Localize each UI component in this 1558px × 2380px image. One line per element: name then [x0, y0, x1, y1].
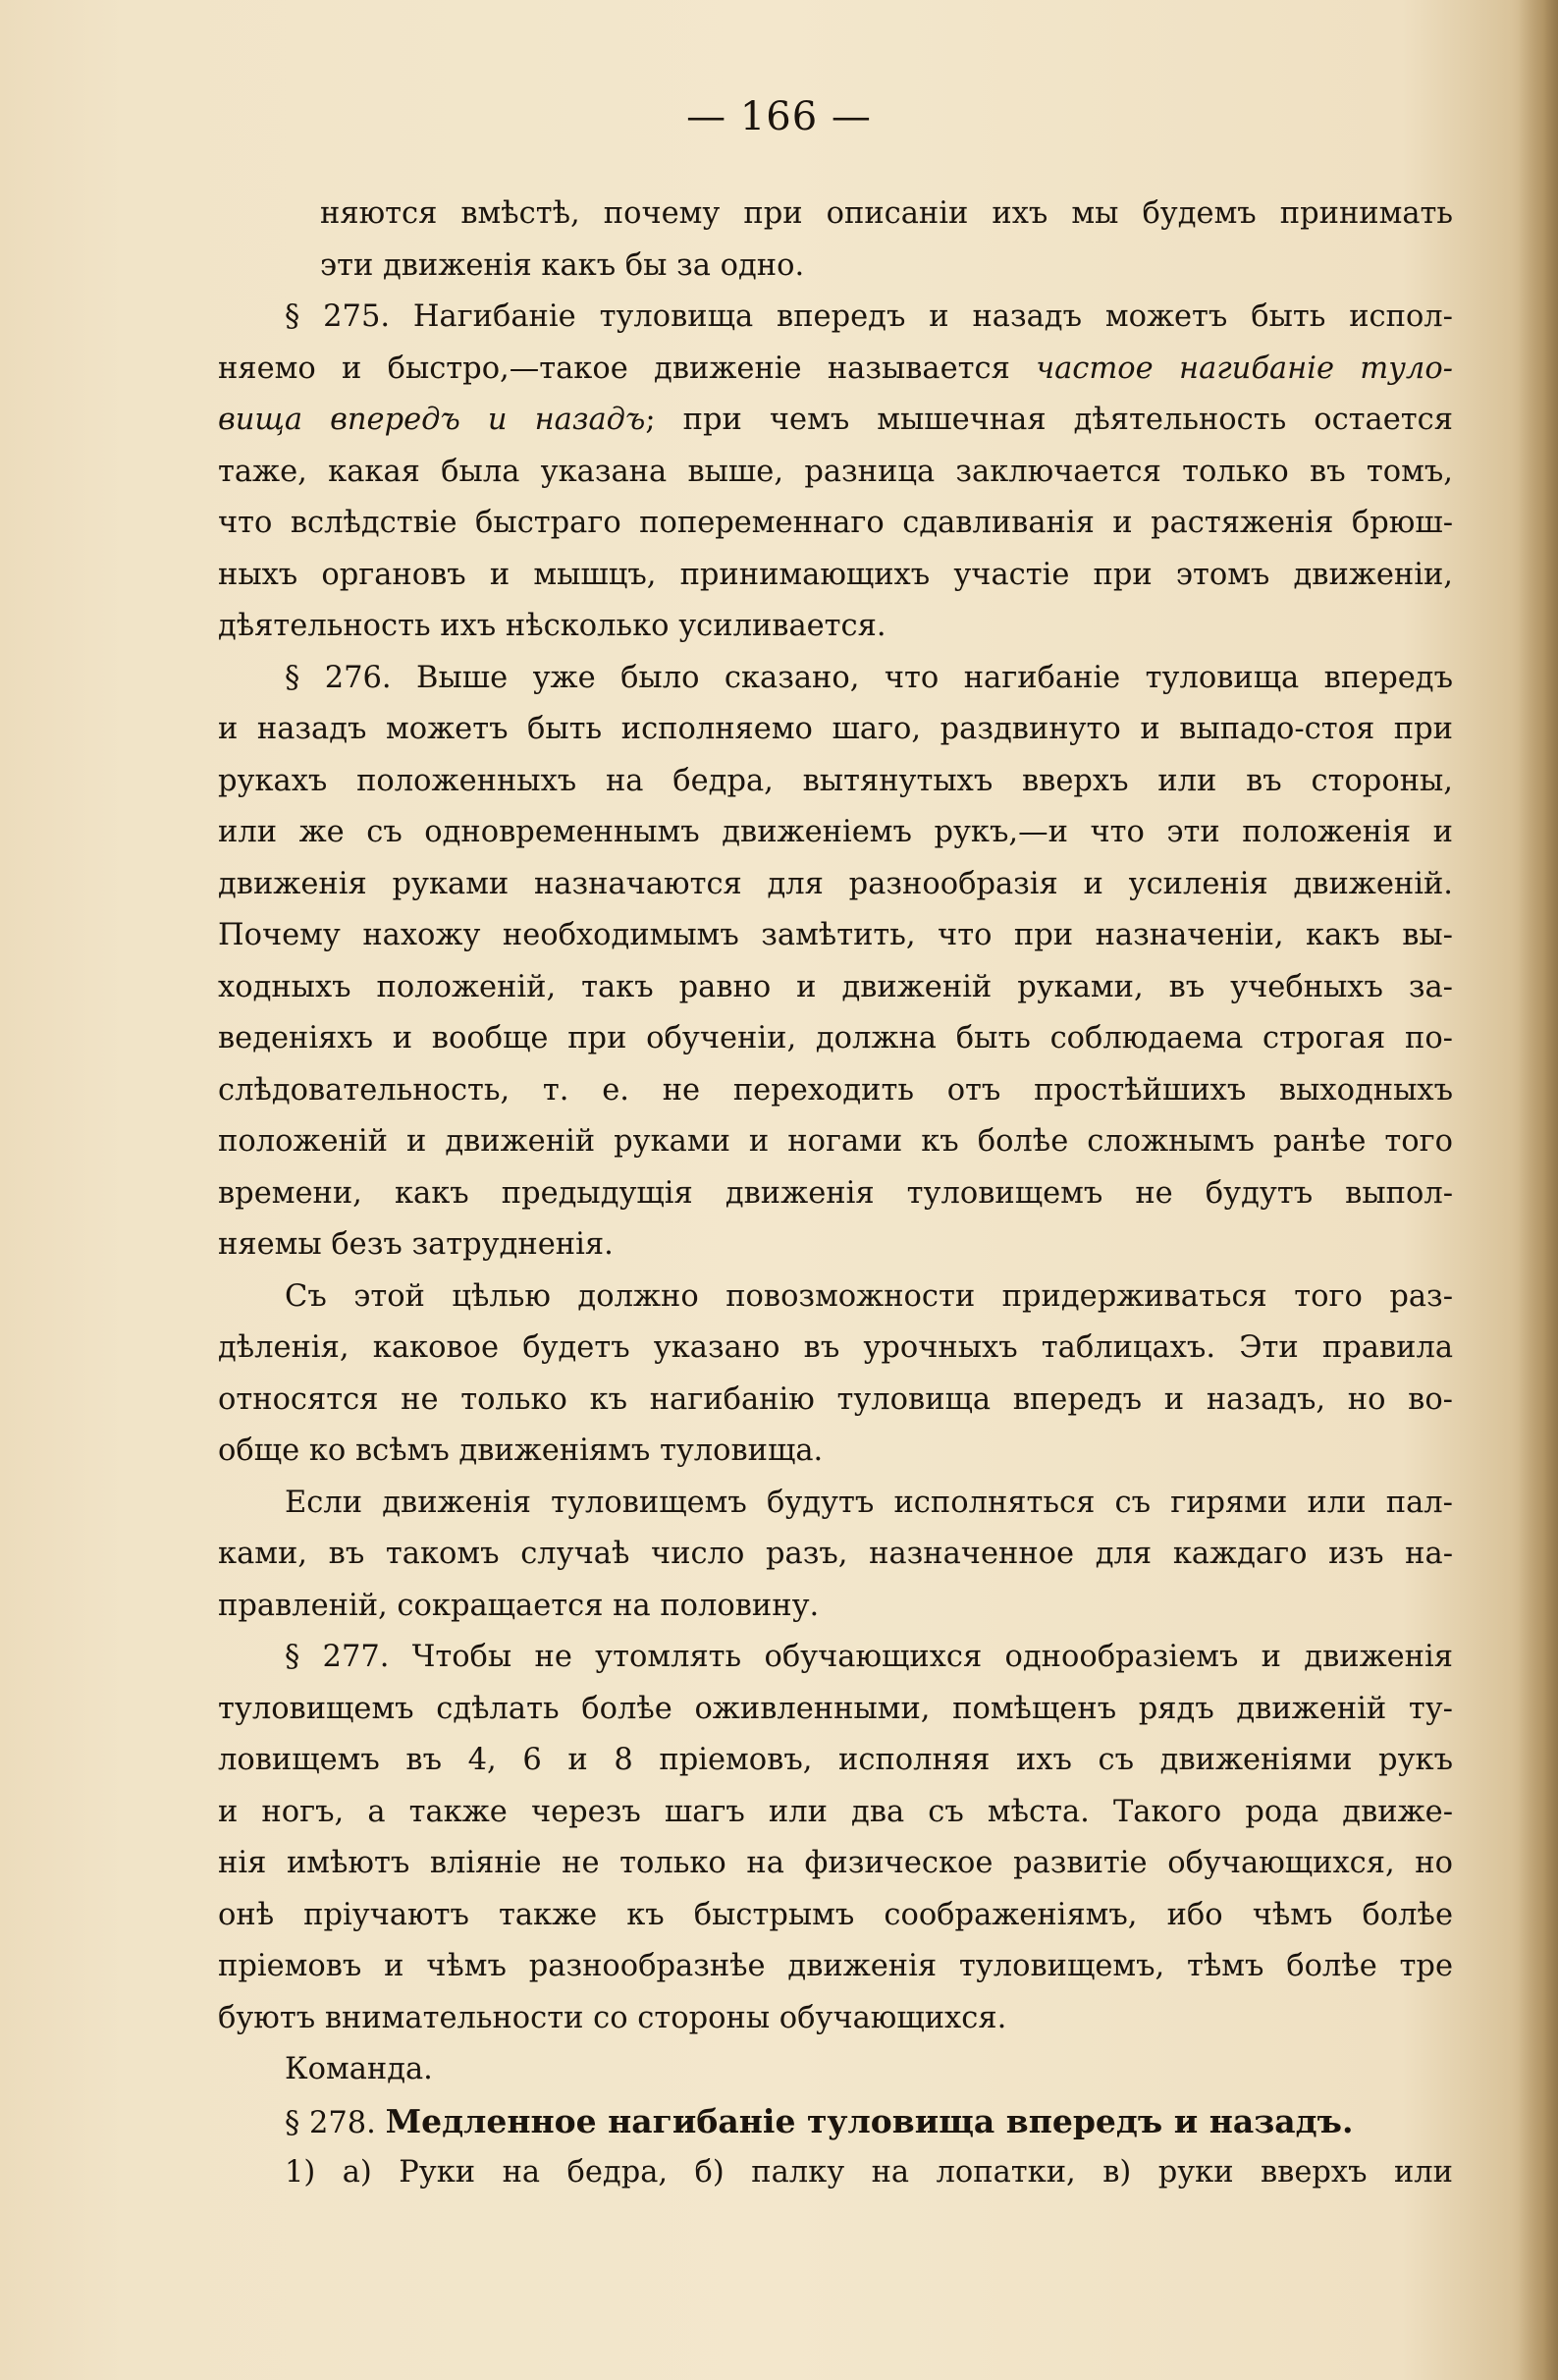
section-heading: [218, 2096, 1453, 2148]
text-line: дѣленія, каковое будетъ указано въ урочныхъ таблицахъ. Эти правила: [218, 1330, 1453, 1365]
page-gutter-shadow: [1519, 0, 1558, 2380]
text-line: положеній и движеній руками и ногами къ болѣе сложнымъ ранѣе того: [218, 1124, 1453, 1159]
text-line-with-italic: [218, 395, 1453, 447]
text-line: ходныхъ положеній, такъ равно и движеній руками, въ учебныхъ за-: [218, 969, 1453, 1004]
section-number: § 278.: [285, 2105, 386, 2140]
text-line: няемы безъ затрудненія.: [218, 1227, 614, 1262]
text-fragment: няемо и быстро,—такое движеніе называется: [218, 351, 1037, 386]
page-number: — 166 —: [686, 94, 872, 139]
text-line: няются вмѣстѣ, почему при описаніи ихъ мы будемъ принимать: [320, 196, 1453, 231]
text-line: Команда.: [285, 2052, 433, 2086]
text-line: 1) а) Руки на бедра, б) палку на лопатки, в) руки вверхъ или: [285, 2155, 1453, 2190]
text-line: рукахъ положенныхъ на бедра, вытянутыхъ вверхъ или въ стороны,: [218, 763, 1453, 798]
text-line: пріемовъ и чѣмъ разнообразнѣе движенія туловищемъ, тѣмъ болѣе тре: [218, 1949, 1453, 1983]
text-line: Если движенія туловищемъ будутъ исполняться съ гирями или пал-: [285, 1485, 1453, 1520]
text-line: нія имѣютъ вліяніе не только на физическое развитіе обучающихся, но: [218, 1846, 1453, 1880]
text-line: ловищемъ въ 4, 6 и 8 пріемовъ, исполняя ихъ съ движеніями рукъ: [218, 1743, 1453, 1777]
italic-term: вища впередъ и назадъ: [218, 403, 646, 437]
text-line: движенія руками назначаются для разнообразія и усиленія движеній.: [218, 866, 1453, 901]
text-line: обще ко всѣмъ движеніямъ туловища.: [218, 1433, 824, 1468]
text-line: и ногъ, а также черезъ шагъ или два съ мѣста. Такого рода движе-: [218, 1794, 1453, 1829]
text-line: времени, какъ предыдущія движенія туловищемъ не будутъ выпол-: [218, 1175, 1453, 1211]
text-line: правленій, сокращается на половину.: [218, 1588, 820, 1623]
text-line: § 276. Выше уже было сказано, что нагибаніе туловища впередъ: [285, 660, 1453, 695]
text-line: ныхъ органовъ и мышцъ, принимающихъ участіе при этомъ движеніи,: [218, 557, 1453, 592]
text-line: Почему нахожу необходимымъ замѣтить, что при назначеніи, какъ вы-: [218, 918, 1453, 952]
body-text: [218, 189, 1453, 2199]
text-line: туловищемъ сдѣлать болѣе оживленными, помѣщенъ рядъ движеній ту-: [218, 1691, 1453, 1726]
text-line: слѣдовательность, т. е. не переходить отъ простѣйшихъ выходныхъ: [218, 1072, 1453, 1108]
heading-title: Медленное нагибаніе туловища впередъ и назадъ.: [385, 2101, 1354, 2140]
text-line: веденіяхъ и вообще при обученіи, должна быть соблюдаема строгая по-: [218, 1021, 1453, 1055]
text-line: буютъ внимательности со стороны обучающихся.: [218, 2000, 1007, 2035]
text-line: что вслѣдствіе быстраго попеременнаго сдавливанія и растяженія брюш-: [218, 506, 1453, 540]
text-line: ками, въ такомъ случаѣ число разъ, назначенное для каждаго изъ на-: [218, 1537, 1453, 1571]
text-line: Съ этой цѣлью должно повозможности придерживаться того раз-: [285, 1278, 1453, 1314]
text-line: таже, какая была указана выше, разница заключается только въ томъ,: [218, 454, 1453, 489]
text-line: и назадъ можетъ быть исполняемо шаго, раздвинуто и выпадо-стоя при: [218, 712, 1453, 746]
text-line: или же съ одновременнымъ движеніемъ рукъ,—и что эти положенія и: [218, 815, 1453, 849]
text-line: онѣ пріучаютъ также къ быстрымъ соображеніямъ, ибо чѣмъ болѣе: [218, 1897, 1453, 1932]
text-line: § 277. Чтобы не утомлять обучающихся однообразіемъ и движенія: [285, 1640, 1453, 1674]
text-line-with-italic: [218, 344, 1453, 396]
text-fragment: ; при чемъ мышечная дѣятельность остается: [645, 403, 1453, 437]
text-line: дѣятельность ихъ нѣсколько усиливается.: [218, 609, 886, 643]
text-line: относятся не только къ нагибанію туловища впередъ и назадъ, но во-: [218, 1381, 1453, 1417]
text-line: эти движенія какъ бы за одно.: [320, 247, 805, 283]
text-line: § 275. Нагибаніе туловища впередъ и назадъ можетъ быть испол-: [285, 299, 1453, 334]
italic-term: частое нагибаніе туло-: [1036, 351, 1453, 386]
